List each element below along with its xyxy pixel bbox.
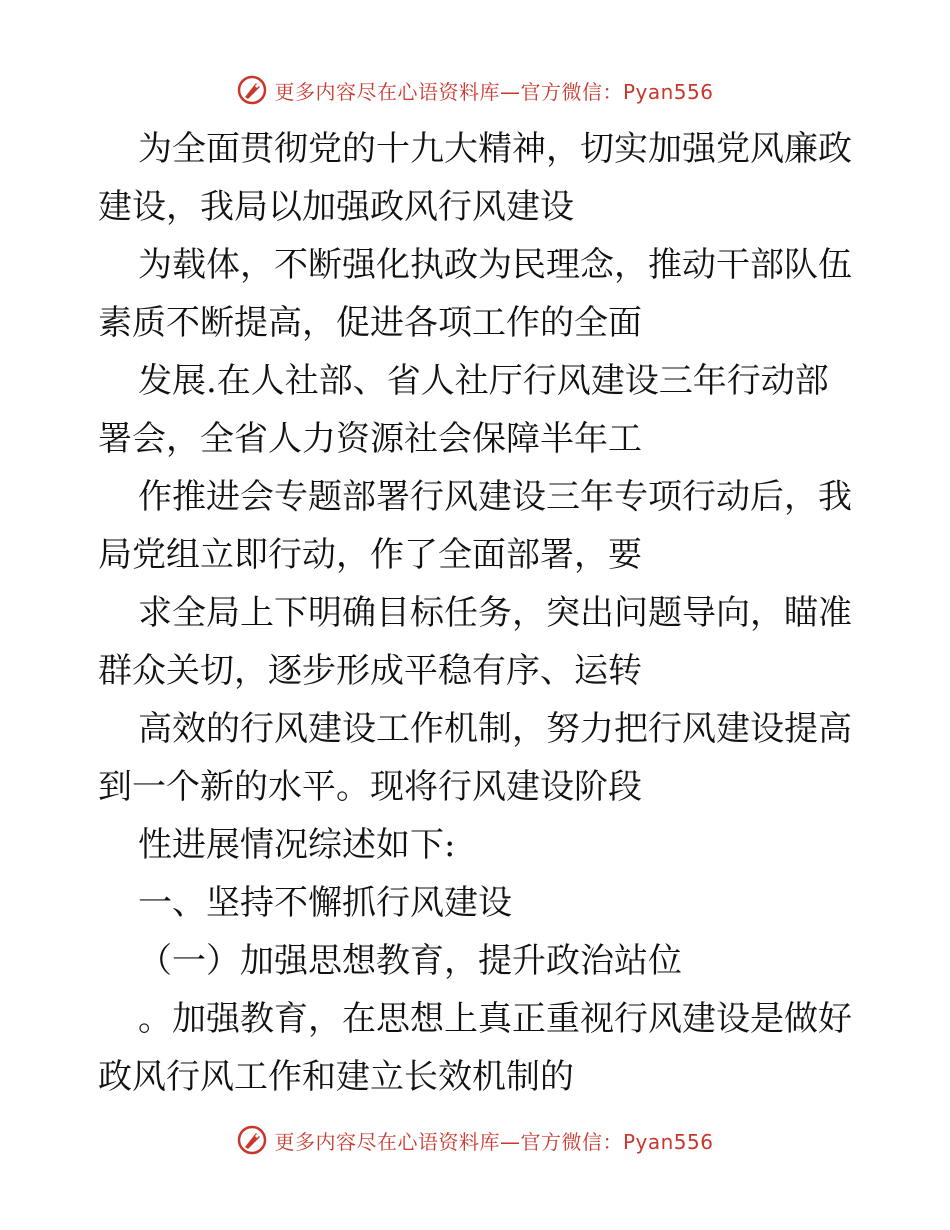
header-watermark-text: 更多内容尽在心语资料库—官方微信：Pyan556 — [274, 79, 714, 104]
footer-watermark-text: 更多内容尽在心语资料库—官方微信：Pyan556 — [274, 1129, 714, 1154]
body-line: 高效的行风建设工作机制，努力把行风建设提高 — [138, 709, 852, 749]
body-line: 为载体，不断强化执政为民理念，推动干部队伍 — [138, 245, 852, 285]
body-line: 群众关切，逐步形成平稳有序、运转 — [98, 651, 642, 691]
body-line: 素质不断提高，促进各项工作的全面 — [98, 303, 642, 343]
body-line: 求全局上下明确目标任务，突出问题导向，瞄准 — [138, 593, 852, 633]
body-line: 为全面贯彻党的十九大精神，切实加强党风廉政 — [138, 129, 852, 169]
body-line: 性进展情况综述如下: — [138, 825, 456, 865]
body-line: 政风行风工作和建立长效机制的 — [98, 1057, 574, 1097]
document-body — [98, 120, 858, 1106]
footer-watermark — [0, 1122, 950, 1158]
subsection-heading: （一）加强思想教育，提升政治站位 — [138, 941, 682, 981]
pen-nib-logo-icon — [236, 1124, 268, 1156]
body-line: 发展.在人社部、省人社厅行风建设三年行动部 — [138, 361, 829, 401]
body-line: 作推进会专题部署行风建设三年专项行动后，我 — [138, 477, 852, 517]
pen-nib-logo-icon — [236, 74, 268, 106]
section-heading: 一、坚持不懈抓行风建设 — [138, 883, 512, 923]
body-line: 署会，全省人力资源社会保障半年工 — [98, 419, 642, 459]
body-line: 建设，我局以加强政风行风建设 — [98, 187, 574, 227]
body-line: 到一个新的水平。现将行风建设阶段 — [98, 767, 642, 807]
header-watermark — [0, 72, 950, 108]
body-line: 局党组立即行动，作了全面部署，要 — [98, 535, 642, 575]
body-line: 。加强教育，在思想上真正重视行风建设是做好 — [138, 999, 852, 1039]
